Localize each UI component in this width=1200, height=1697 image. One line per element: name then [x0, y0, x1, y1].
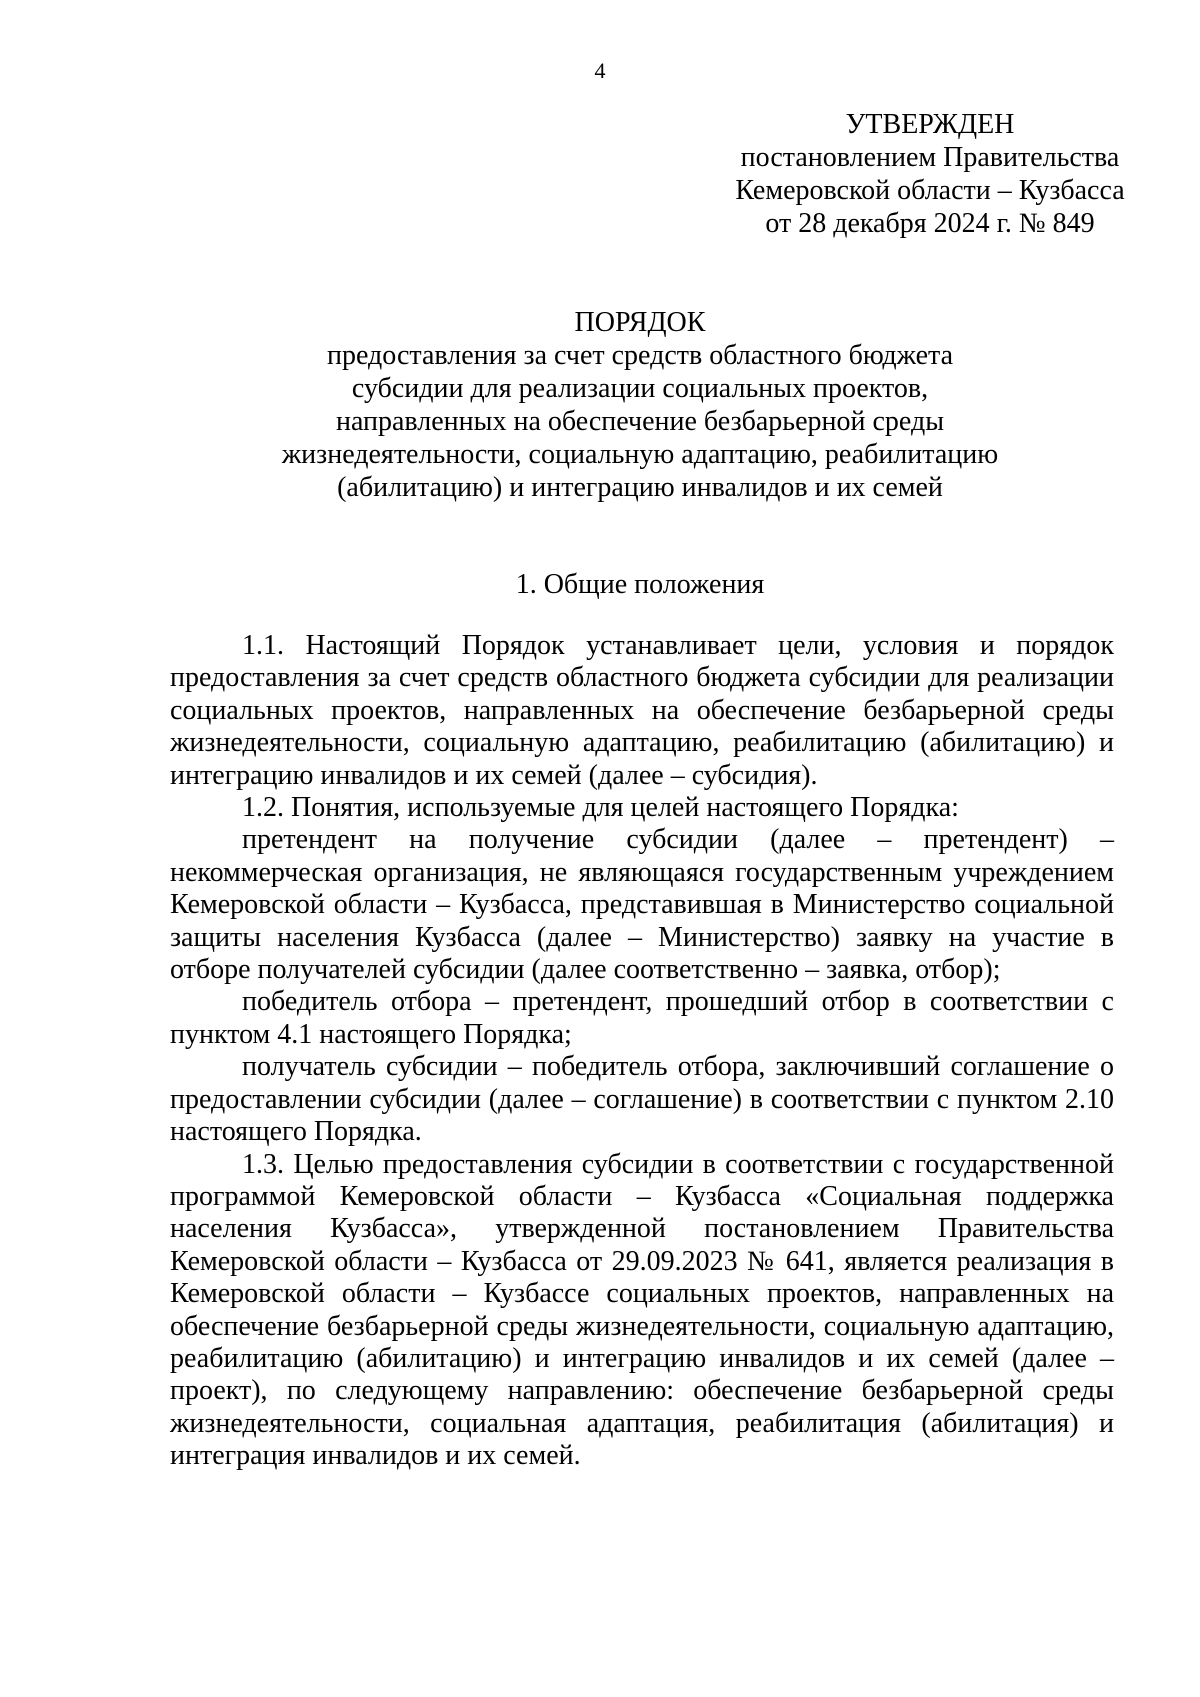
paragraph-1-2: 1.2. Понятия, используемые для целей настоящего Порядка: — [242, 792, 959, 824]
title-line: субсидии для реализации социальных проектов, — [351, 373, 929, 404]
paragraph-1-3: 1.3. Целью предоставления субсидии в соответствии с государственной программой Кемеровской области – Кузбасса «Социальная поддержка населения Кузбасса», утвержденной постановлением Правительства Кемеровской области – Кузбасса от 29.09.2023 № 641, является реализация в Кемеровской области – Кузбассе социальных проектов, направленных на обеспечение безбарьерной среды жизнедеятельности, социальную адаптацию, реабилитацию (абилитацию) и интеграцию инвалидов и их семей (далее – проект), по следующему направлению: обеспечение безбарьерной среды жизнедеятельности, социальная адаптация, реабилитация (абилитация) и интеграция инвалидов и их семей. — [170, 1148, 1114, 1472]
title-line: (абилитацию) и интеграцию инвалидов и их семей — [337, 472, 943, 503]
definition-winner: победитель отбора – претендент, прошедший отбор в соответствии с пунктом 4.1 настоящего Порядка; — [170, 986, 1114, 1050]
page-number: 4 — [594, 58, 606, 83]
document-title — [170, 306, 1110, 504]
approval-status: УТВЕРЖДЕН — [845, 109, 1015, 140]
title-line: предоставления за счет средств областного бюджета — [326, 340, 954, 371]
title-heading: ПОРЯДОК — [574, 307, 706, 338]
title-line: жизнедеятельности, социальную адаптацию, реабилитацию — [281, 439, 999, 470]
section-heading: 1. Общие положения — [515, 569, 765, 600]
approval-date-number: от 28 декабря 2024 г. № 849 — [765, 208, 1095, 239]
title-line: направленных на обеспечение безбарьерной среды — [335, 406, 945, 437]
paragraph-1-1: 1.1. Настоящий Порядок устанавливает цели, условия и порядок предоставления за счет средств областного бюджета субсидии для реализации социальных проектов, направленных на обеспечение безбарьерной среды жизнедеятельности, социальную адаптацию, реабилитацию (абилитацию) и интеграцию инвалидов и их семей (далее – субсидия). — [170, 630, 1114, 791]
approval-issuer: постановлением Правительства — [740, 142, 1120, 173]
approval-region: Кемеровской области – Кузбасса — [735, 175, 1125, 206]
definition-applicant: претендент на получение субсидии (далее – претендент) – некоммерческая организация, не являющаяся государственным учреждением Кемеровской области – Кузбасса, представившая в Министерство социальной защиты населения Кузбасса (далее – Министерство) заявку на участие в отборе получателей субсидии (далее соответственно – заявка, отбор); — [170, 824, 1114, 986]
approval-stamp — [700, 108, 1160, 240]
definition-recipient: получатель субсидии – победитель отбора, заключивший соглашение о предоставлении субсидии (далее – соглашение) в соответствии с пунктом 2.10 настоящего Порядка. — [170, 1051, 1114, 1148]
section-body — [170, 630, 1114, 1473]
